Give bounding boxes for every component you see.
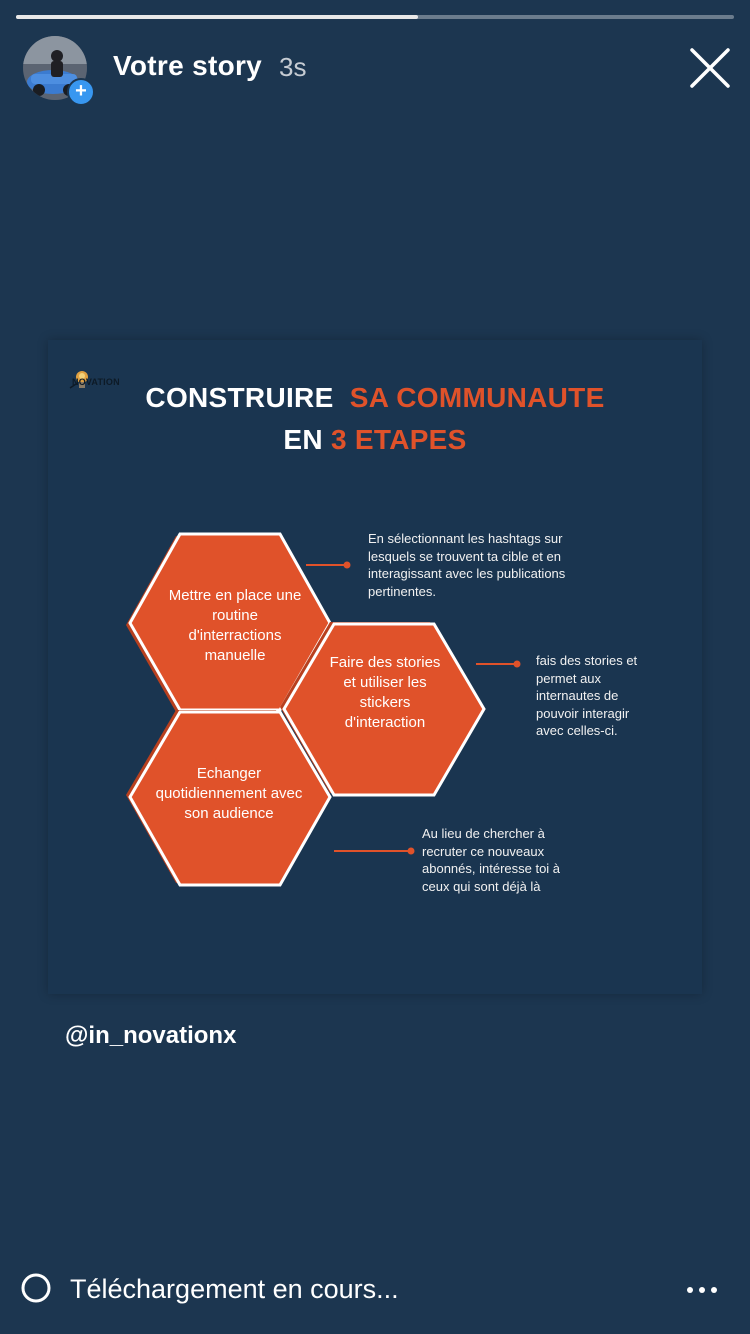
plus-icon: + — [75, 80, 87, 102]
brand-logo-text: NOVATION — [72, 377, 120, 387]
connector-dot-1 — [344, 562, 351, 569]
more-options-button[interactable] — [682, 1278, 722, 1302]
loading-circle-icon — [21, 1273, 51, 1303]
upload-status-text: Téléchargement en cours... — [70, 1274, 399, 1304]
hex-1-label: Mettre en place une routine d'interractions manuelle — [168, 587, 302, 664]
hex-2-label: Faire des stories et utiliser les stickers d'interaction — [329, 654, 441, 731]
hex-3-label: Echanger quotidiennement avec son audience — [155, 765, 303, 822]
mention-handle[interactable]: @in_novationx — [65, 1022, 237, 1049]
close-icon — [686, 44, 734, 92]
post-title-word-2: EN — [283, 424, 323, 455]
post-title-accent-1: SA COMMUNAUTE — [349, 382, 605, 413]
step-2-description: fais des stories et permet aux internautes de pouvoir interagir avec celles-ci. — [536, 653, 638, 738]
story-progress-bar — [16, 15, 734, 19]
shared-post-card[interactable] — [48, 340, 702, 994]
story-progress-fill — [16, 15, 418, 19]
add-story-badge[interactable] — [67, 78, 95, 106]
connector-dot-2 — [514, 661, 521, 668]
more-horizontal-icon — [682, 1278, 722, 1302]
story-owner-title: Votre story — [113, 50, 263, 81]
step-3-description: Au lieu de chercher à recruter ce nouveaux abonnés, intéresse toi à ceux qui sont déjà là — [422, 826, 561, 894]
post-title-accent-2: 3 ETAPES — [330, 424, 467, 455]
connector-dot-3 — [408, 848, 415, 855]
story-timestamp: 3s — [279, 52, 307, 82]
step-1-description: En sélectionnant les hashtags sur lesquels se trouvent ta cible et en interagissant avec les publications pertinentes. — [368, 531, 566, 599]
post-title-word-1: CONSTRUIRE — [145, 382, 334, 413]
close-button[interactable] — [686, 44, 734, 92]
